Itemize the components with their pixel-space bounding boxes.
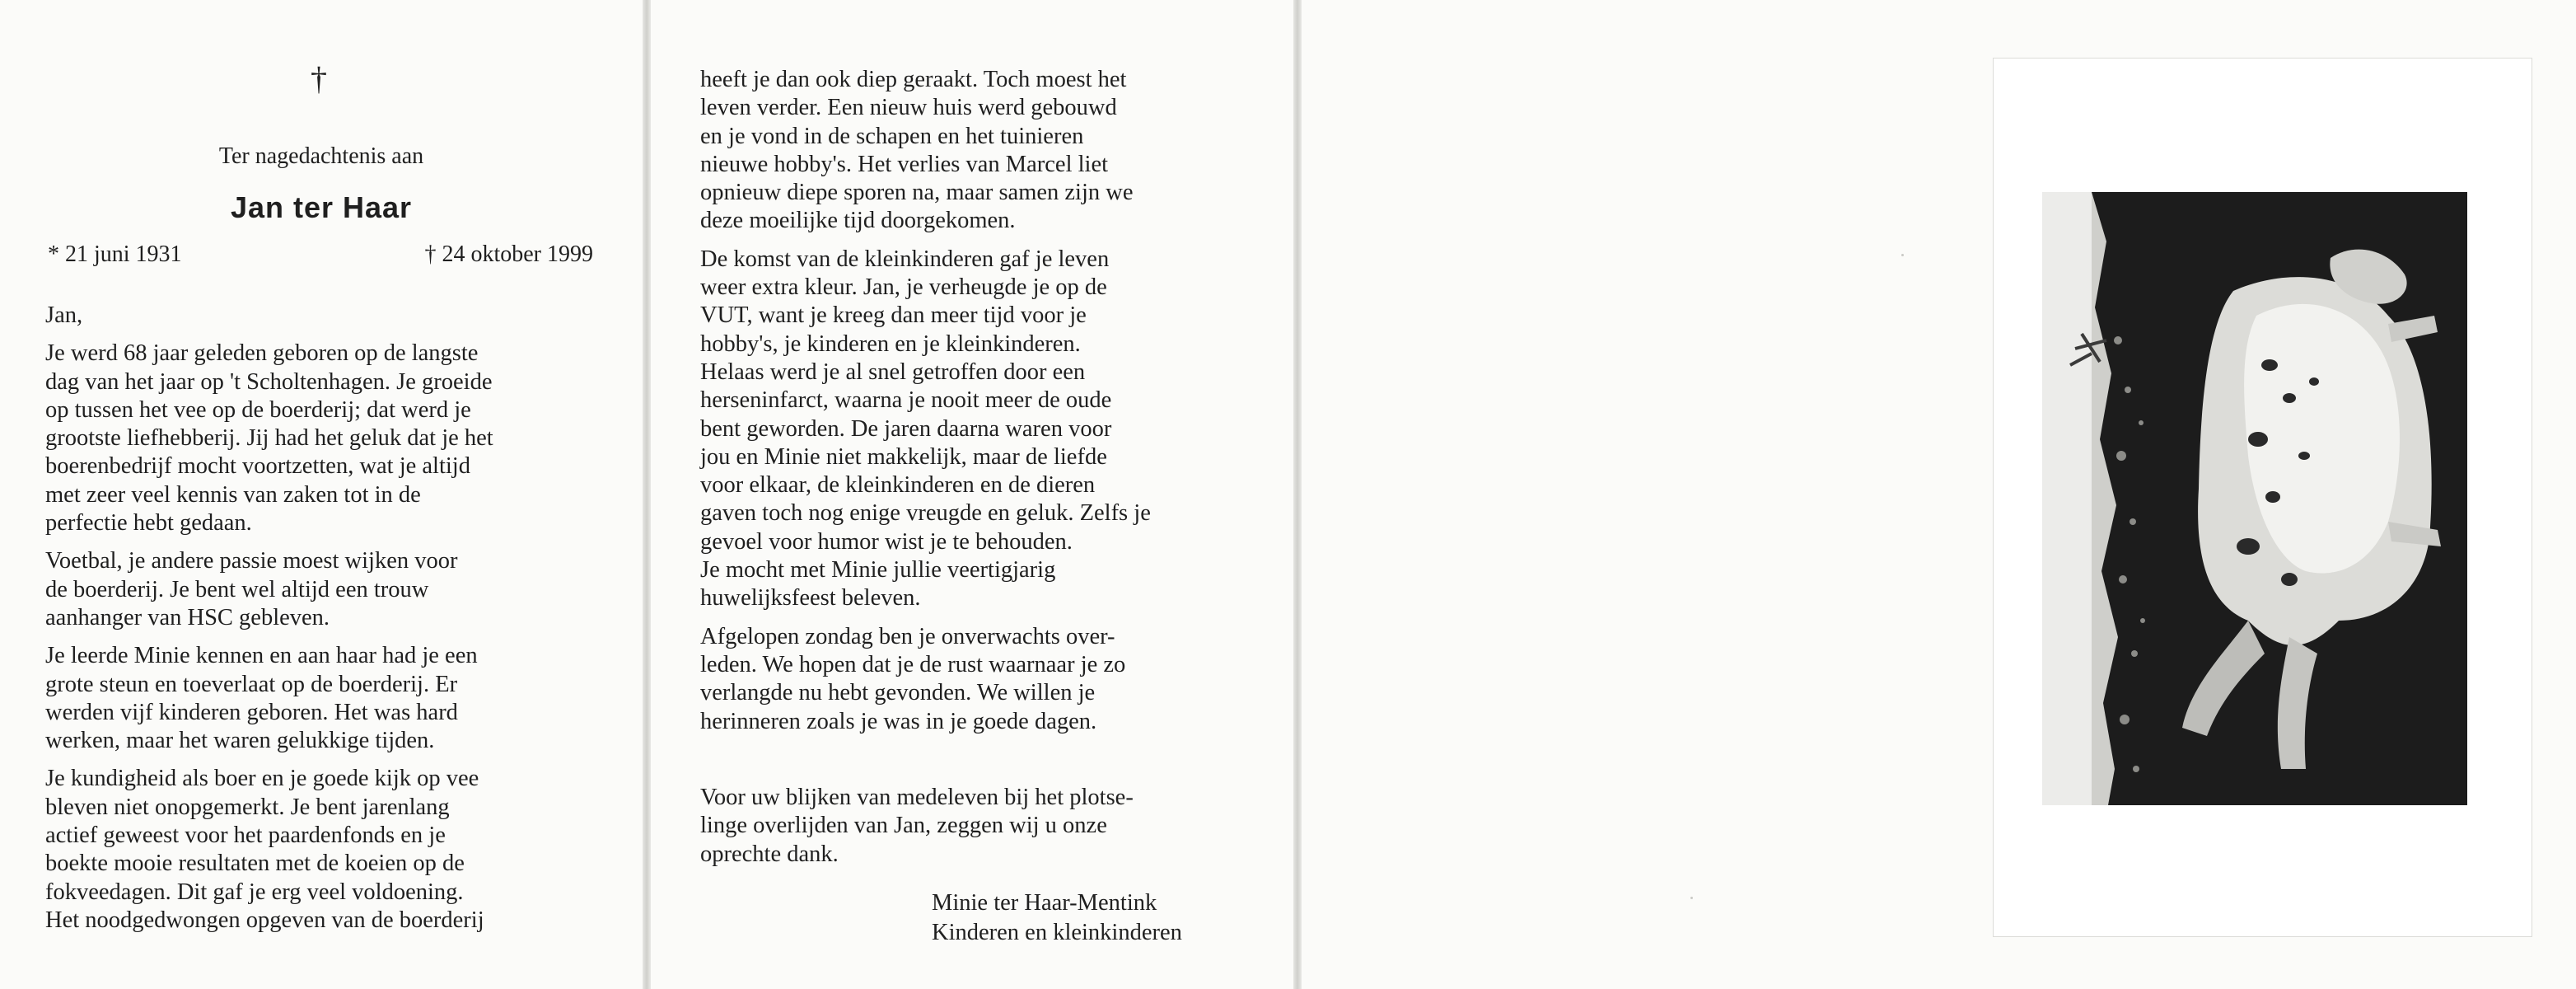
text-line: gaven toch nog enige vreugde en geluk. Zelfs je [700, 500, 1151, 527]
paragraph [700, 746, 1260, 774]
text-line: bent geworden. De jaren daarna waren voor [700, 415, 1112, 442]
panel-text-left [0, 0, 643, 989]
paper-speck [1690, 897, 1693, 899]
text-line: werken, maar het waren gelukkige tijden. [45, 728, 435, 754]
fold-line [1293, 0, 1302, 989]
signature-line: Kinderen en kleinkinderen [932, 920, 1182, 945]
text-line: grootste liefhebberij. Jij had het geluk dat je het [45, 425, 493, 452]
signature-block [932, 888, 1182, 948]
text-line: huwelijksfeest beleven. [700, 585, 921, 612]
cow-photo-image [2042, 192, 2467, 805]
text-line: leven verder. Een nieuw huis werd gebouwd [700, 95, 1117, 121]
deceased-name: Jan ter Haar [230, 190, 413, 224]
panel-text-right [651, 0, 1293, 989]
text-line: Jan, [45, 302, 83, 328]
text-line: de boerderij. Je bent wel altijd een trouw [45, 576, 429, 602]
text-line: herseninfarct, waarna je nooit meer de oude [700, 387, 1112, 414]
panel-blank [1302, 0, 1936, 989]
text-line: Je mocht met Minie jullie veertigjarig [700, 557, 1056, 584]
text-line: oprechte dank. [700, 841, 839, 867]
text-line: aanhanger van HSC gebleven. [45, 604, 330, 630]
text-line: grote steun en toeverlaat op de boerderij. Er [45, 671, 458, 697]
text-line: herinneren zoals je was in je goede dagen. [700, 708, 1097, 734]
text-line: werden vijf kinderen geboren. Het was hard [45, 699, 458, 725]
cow-photo [2042, 192, 2467, 805]
signature-line: Minie ter Haar-Mentink [932, 890, 1157, 916]
paper-speck [1901, 254, 1904, 256]
text-line: verlangde nu hebt gevonden. We willen je [700, 680, 1096, 706]
text-column-right [700, 66, 1260, 879]
text-column-left [45, 302, 605, 944]
text-line: perfectie hebt gedaan. [45, 510, 252, 537]
text-line: nieuwe hobby's. Het verlies van Marcel liet [700, 151, 1109, 177]
paragraph [45, 340, 605, 537]
text-line: Je kundigheid als boer en je goede kijk op vee [45, 766, 479, 792]
text-line: deze moeilijke tijd doorgekomen. [700, 208, 1016, 234]
text-line: VUT, want je kreeg dan meer tijd voor je [700, 302, 1087, 329]
text-line: De komst van de kleinkinderen gaf je leven [700, 246, 1110, 272]
paragraph [45, 547, 605, 632]
text-line: bleven niet onopgemerkt. Je bent jarenlang [45, 794, 450, 820]
text-line: op tussen het vee op de boerderij; dat werd je [45, 396, 471, 423]
text-line: leden. We hopen dat je de rust waarnaar je zo [700, 651, 1126, 677]
paragraph [700, 784, 1260, 869]
text-line: boekte mooie resultaten met de koeien op de [45, 851, 465, 877]
text-line: boerenbedrijf mocht voortzetten, wat je altijd [45, 453, 470, 480]
text-line: heeft je dan ook diep geraakt. Toch moest het [700, 67, 1127, 92]
text-line: Het noodgedwongen opgeven van de boerderij [45, 907, 484, 933]
death-date: † 24 oktober 1999 [424, 241, 593, 267]
intro-line: Ter nagedachtenis aan [218, 143, 424, 169]
cross-icon: † [311, 60, 327, 97]
text-line: actief geweest voor het paardenfonds en je [45, 823, 446, 849]
paragraph [45, 302, 605, 330]
text-line: opnieuw diepe sporen na, maar samen zijn we [700, 180, 1134, 206]
text-line: Afgelopen zondag ben je onverwachts over- [700, 623, 1115, 649]
paragraph [45, 765, 605, 935]
text-line: gevoel voor humor wist je te behouden. [700, 528, 1073, 555]
text-line: met zeer veel kennis van zaken tot in de [45, 481, 421, 508]
paragraph [700, 246, 1260, 613]
text-line: linge overlijden van Jan, zeggen wij u onze [700, 813, 1107, 839]
birth-date: * 21 juni 1931 [48, 241, 182, 267]
text-line: en je vond in de schapen en het tuinieren [700, 123, 1084, 149]
text-line: Helaas werd je al snel getroffen door een [700, 359, 1086, 385]
paragraph [45, 642, 605, 755]
text-line [700, 746, 1260, 774]
paragraph [700, 66, 1260, 236]
text-line: fokveedagen. Dit gaf je erg veel voldoening. [45, 879, 464, 905]
text-line: Voetbal, je andere passie moest wijken voor [45, 548, 458, 574]
text-line: jou en Minie niet makkelijk, maar de liefde [700, 443, 1107, 470]
text-line: Je leerde Minie kennen en aan haar had je een [45, 643, 478, 669]
text-line: dag van het jaar op 't Scholtenhagen. Je groeide [45, 368, 493, 395]
text-line: Voor uw blijken van medeleven bij het plotse- [700, 785, 1134, 811]
text-line: voor elkaar, de kleinkinderen en de dieren [700, 472, 1096, 499]
text-line: Je werd 68 jaar geleden geboren op de langste [45, 340, 479, 367]
text-line: hobby's, je kinderen en je kleinkinderen. [700, 330, 1081, 357]
paragraph [700, 623, 1260, 736]
photo-frame [1993, 58, 2532, 937]
text-line: weer extra kleur. Jan, je verheugde je op de [700, 274, 1107, 301]
fold-line [643, 0, 651, 989]
